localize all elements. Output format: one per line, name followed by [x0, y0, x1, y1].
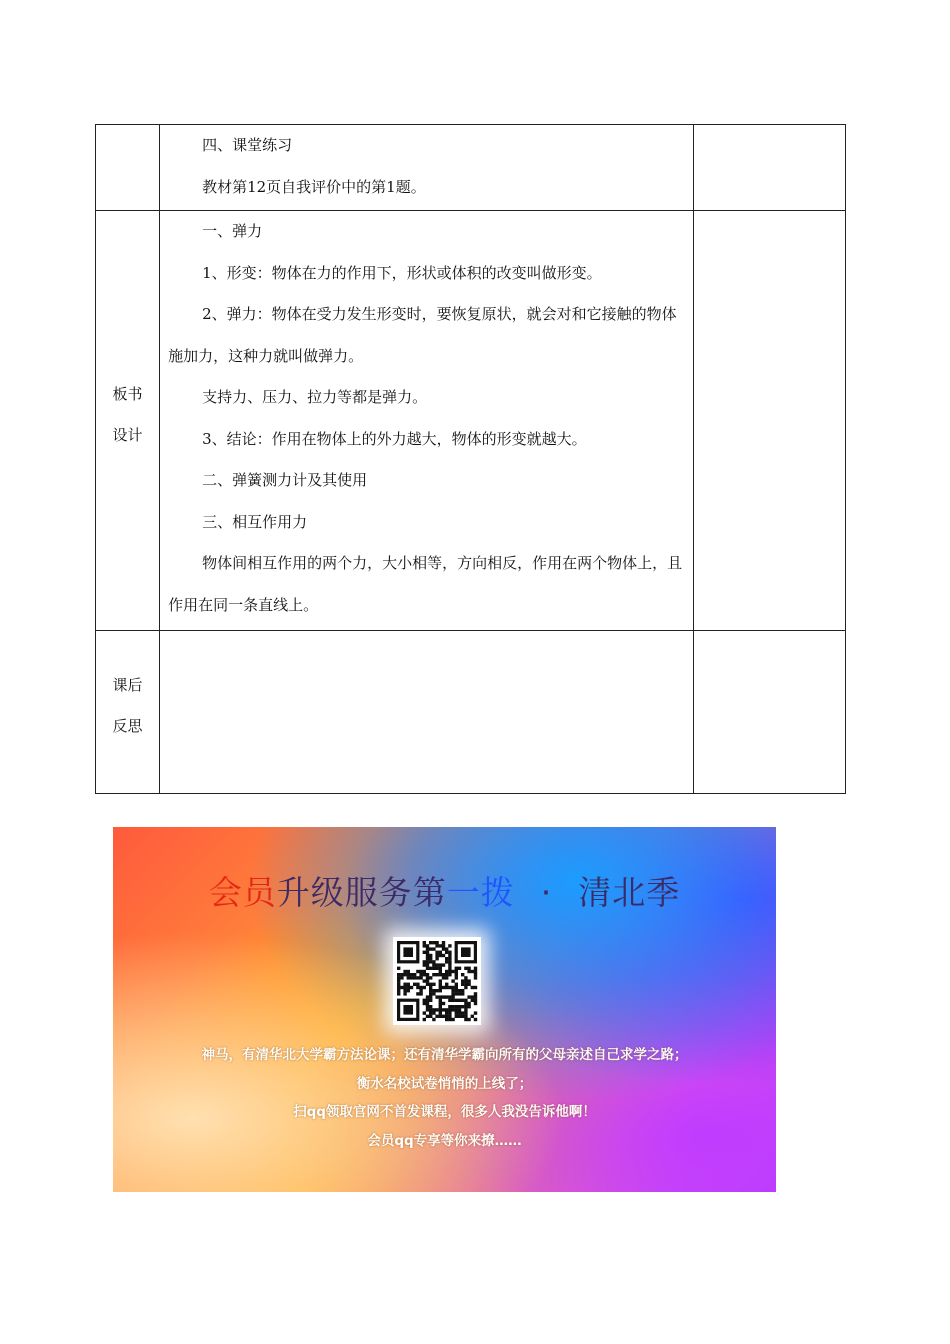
notes-cell	[693, 211, 845, 631]
qr-module	[448, 1018, 451, 1021]
qr-module	[407, 970, 410, 973]
qr-module	[435, 995, 438, 998]
banner-title	[113, 867, 776, 914]
qr-module	[451, 970, 454, 973]
qr-module	[471, 970, 474, 973]
qr-module	[416, 983, 419, 986]
qr-module	[419, 986, 422, 989]
qr-module	[429, 957, 432, 960]
qr-module	[426, 954, 429, 957]
qr-module	[458, 999, 461, 1002]
qr-module	[442, 954, 445, 957]
board-line: 支持力、压力、拉力等都是弹力。	[202, 388, 428, 406]
qr-module	[442, 941, 445, 944]
banner-line: 衡水名校试卷悄悄的上线了；	[356, 1075, 533, 1092]
row-label-empty	[96, 125, 160, 211]
qr-module	[471, 986, 474, 989]
qr-module	[455, 983, 458, 986]
banner-title-part: 升级服务第	[276, 873, 447, 912]
qr-module	[439, 1005, 442, 1008]
qr-module	[423, 941, 426, 944]
qr-module	[432, 963, 435, 966]
qr-module	[400, 973, 403, 976]
row-label-line2: 设计	[112, 426, 143, 444]
qr-module	[458, 1005, 461, 1008]
qr-module	[474, 999, 477, 1002]
qr-module	[426, 963, 429, 966]
qr-module	[464, 979, 467, 982]
qr-module	[455, 1008, 458, 1011]
qr-module	[432, 960, 435, 963]
qr-module	[419, 976, 422, 979]
qr-module	[439, 970, 442, 973]
board-line: 1、形变：物体在力的作用下，形状或体积的改变叫做形变。	[202, 263, 602, 282]
qr-module	[429, 947, 432, 950]
qr-module	[464, 1005, 467, 1008]
qr-module	[474, 995, 477, 998]
row-label-line1: 板书	[112, 385, 143, 403]
banner-title-part: 会员	[208, 873, 277, 912]
qr-module	[461, 999, 464, 1002]
qr-module	[461, 1011, 464, 1014]
section-heading: 四、课堂练习	[202, 136, 293, 154]
row-label-reflection	[96, 631, 160, 794]
qr-module	[464, 1011, 467, 1014]
qr-module	[439, 951, 442, 954]
banner-line: 会员qq专享等你来撩……	[367, 1132, 522, 1149]
qr-module	[464, 1008, 467, 1011]
qr-module	[435, 941, 438, 944]
qr-module	[464, 999, 467, 1002]
qr-module	[426, 979, 429, 982]
qr-module	[442, 947, 445, 950]
qr-module	[455, 976, 458, 979]
qr-module	[442, 986, 445, 989]
qr-module	[448, 970, 451, 973]
banner-line: 扫qq领取官网不首发课程，很多人我没告诉他啊！	[293, 1104, 596, 1120]
qr-module	[429, 1008, 432, 1011]
qr-module	[429, 1005, 432, 1008]
qr-module	[439, 989, 442, 992]
qr-module	[426, 967, 429, 970]
qr-module	[451, 992, 454, 995]
qr-module	[442, 1008, 445, 1011]
qr-module	[403, 992, 406, 995]
qr-module	[429, 995, 432, 998]
qr-module	[423, 970, 426, 973]
board-design-cell	[160, 211, 694, 631]
qr-module	[455, 967, 458, 970]
row-label-board-design	[96, 211, 160, 631]
qr-module	[442, 995, 445, 998]
qr-module	[407, 976, 410, 979]
qr-module	[445, 947, 448, 950]
qr-module	[423, 1002, 426, 1005]
qr-module	[451, 1005, 454, 1008]
qr-module	[423, 960, 426, 963]
qr-module	[458, 989, 461, 992]
qr-module	[397, 967, 400, 970]
qr-module	[445, 976, 448, 979]
qr-module	[426, 999, 429, 1002]
qr-module	[407, 983, 410, 986]
qr-module	[451, 1018, 454, 1021]
qr-module	[400, 976, 403, 979]
qr-module	[429, 989, 432, 992]
qr-module	[410, 986, 413, 989]
row-label-line2: 反思	[112, 717, 143, 735]
lesson-plan-table	[95, 124, 846, 794]
row-label-line1: 课后	[112, 676, 143, 694]
qr-module	[464, 1015, 467, 1018]
qr-module	[461, 1005, 464, 1008]
qr-module	[435, 973, 438, 976]
qr-module	[410, 973, 413, 976]
qr-module	[429, 992, 432, 995]
qr-module	[403, 970, 406, 973]
table-row	[96, 211, 846, 631]
qr-module	[474, 976, 477, 979]
qr-module	[467, 979, 470, 982]
qr-module	[429, 983, 432, 986]
qr-module	[397, 973, 400, 976]
qr-module	[439, 963, 442, 966]
qr-module	[435, 944, 438, 947]
qr-module	[445, 1018, 448, 1021]
qr-module	[426, 1005, 429, 1008]
qr-module	[474, 986, 477, 989]
qr-module	[448, 986, 451, 989]
qr-module	[455, 1005, 458, 1008]
qr-module	[467, 1018, 470, 1021]
qr-module	[397, 976, 400, 979]
qr-module	[458, 1015, 461, 1018]
qr-module	[474, 970, 477, 973]
qr-module	[474, 992, 477, 995]
qr-module	[403, 973, 406, 976]
qr-module	[464, 1018, 467, 1021]
qr-module	[429, 999, 432, 1002]
qr-module	[426, 1002, 429, 1005]
qr-module	[455, 1011, 458, 1014]
qr-module	[442, 1002, 445, 1005]
qr-module	[407, 973, 410, 976]
qr-module	[426, 944, 429, 947]
qr-module	[448, 960, 451, 963]
qr-module	[467, 1002, 470, 1005]
qr-module	[458, 1008, 461, 1011]
qr-module	[445, 995, 448, 998]
qr-module	[439, 995, 442, 998]
qr-module	[413, 983, 416, 986]
qr-module	[423, 963, 426, 966]
qr-module	[426, 951, 429, 954]
qr-module	[432, 1008, 435, 1011]
board-line: 2、弹力：物体在受力发生形变时，要恢复原状，就会对和它接触的物体施加力，这种力就叫做弹力。	[168, 305, 677, 365]
qr-module	[442, 1015, 445, 1018]
qr-module	[455, 1015, 458, 1018]
qr-module	[458, 992, 461, 995]
qr-module	[445, 957, 448, 960]
practice-text: 教材第12页自我评价中的第1题。	[202, 177, 426, 196]
qr-module	[445, 1015, 448, 1018]
banner-line: 神马，有清华北大学霸方法论课；还有清华学霸向所有的父母亲述自己求学之路；	[201, 1047, 688, 1063]
qr-module	[471, 995, 474, 998]
qr-module	[442, 973, 445, 976]
qr-module	[426, 947, 429, 950]
qr-module	[439, 967, 442, 970]
qr-module	[448, 1008, 451, 1011]
qr-module	[461, 973, 464, 976]
qr-module	[429, 954, 432, 957]
qr-module	[423, 973, 426, 976]
qr-module	[429, 941, 432, 944]
qr-module	[474, 1011, 477, 1014]
qr-module	[397, 983, 400, 986]
qr-module	[407, 986, 410, 989]
qr-module	[448, 967, 451, 970]
qr-module	[448, 999, 451, 1002]
qr-module	[464, 976, 467, 979]
qr-module	[410, 976, 413, 979]
classroom-practice-cell	[160, 125, 694, 211]
qr-module	[416, 976, 419, 979]
qr-module	[439, 1011, 442, 1014]
qr-module	[439, 983, 442, 986]
qr-module	[461, 983, 464, 986]
qr-module	[439, 979, 442, 982]
qr-module	[474, 967, 477, 970]
promo-banner[interactable]	[113, 827, 776, 1192]
qr-module	[439, 986, 442, 989]
notes-cell	[693, 631, 845, 794]
qr-module	[464, 986, 467, 989]
qr-module	[413, 973, 416, 976]
qr-module	[455, 999, 458, 1002]
qr-module	[432, 973, 435, 976]
qr-module	[445, 983, 448, 986]
qr-module	[448, 957, 451, 960]
qr-module	[397, 986, 400, 989]
qr-module	[426, 983, 429, 986]
qr-module	[423, 986, 426, 989]
qr-module	[445, 973, 448, 976]
qr-module	[416, 992, 419, 995]
qr-module	[442, 963, 445, 966]
qr-module	[439, 1002, 442, 1005]
qr-module	[439, 944, 442, 947]
qr-module	[413, 976, 416, 979]
qr-module	[455, 992, 458, 995]
qr-module	[423, 1018, 426, 1021]
qr-module	[464, 1002, 467, 1005]
qr-module	[416, 970, 419, 973]
qr-module	[471, 999, 474, 1002]
qr-code-graphic	[393, 937, 481, 1025]
qr-module	[419, 970, 422, 973]
board-line: 物体间相互作用的两个力，大小相等，方向相反，作用在两个物体上，且作用在同一条直线上。	[168, 554, 683, 614]
qr-module	[451, 1008, 454, 1011]
qr-module	[432, 989, 435, 992]
qr-module	[451, 989, 454, 992]
qr-module	[445, 951, 448, 954]
qr-module	[467, 1005, 470, 1008]
board-line: 3、结论：作用在物体上的外力越大，物体的形变就越大。	[202, 429, 587, 448]
qr-module	[442, 944, 445, 947]
qr-module	[429, 1011, 432, 1014]
qr-module	[432, 1018, 435, 1021]
qr-module	[455, 989, 458, 992]
qr-module	[442, 976, 445, 979]
qr-module	[403, 989, 406, 992]
qr-module	[400, 986, 403, 989]
qr-module	[451, 979, 454, 982]
qr-code-icon[interactable]	[393, 937, 481, 1025]
qr-module	[448, 1015, 451, 1018]
qr-module	[461, 1015, 464, 1018]
notes-cell	[693, 125, 845, 211]
qr-module	[458, 967, 461, 970]
qr-module	[423, 944, 426, 947]
qr-module	[403, 983, 406, 986]
qr-module	[474, 1018, 477, 1021]
qr-module	[439, 973, 442, 976]
qr-module	[435, 954, 438, 957]
qr-module	[432, 983, 435, 986]
qr-module	[439, 954, 442, 957]
qr-module	[423, 979, 426, 982]
qr-module	[439, 1015, 442, 1018]
qr-module	[432, 947, 435, 950]
qr-module	[419, 989, 422, 992]
qr-module	[432, 941, 435, 944]
qr-finder-square	[461, 947, 471, 957]
qr-module	[474, 1002, 477, 1005]
qr-module	[435, 1015, 438, 1018]
qr-module	[471, 1015, 474, 1018]
qr-module	[426, 1015, 429, 1018]
qr-module	[455, 986, 458, 989]
banner-title-part: 清北季	[578, 873, 681, 912]
qr-module	[429, 986, 432, 989]
qr-module	[423, 1011, 426, 1014]
qr-module	[435, 951, 438, 954]
qr-module	[435, 963, 438, 966]
qr-module	[397, 989, 400, 992]
section-heading: 一、弹力	[202, 222, 263, 240]
qr-module	[432, 1011, 435, 1014]
qr-module	[423, 999, 426, 1002]
qr-module	[458, 1011, 461, 1014]
qr-module	[439, 999, 442, 1002]
qr-finder-square	[403, 947, 413, 957]
qr-module	[448, 995, 451, 998]
qr-module	[435, 967, 438, 970]
qr-module	[448, 963, 451, 966]
table-row	[96, 125, 846, 211]
qr-module	[426, 960, 429, 963]
qr-module	[403, 986, 406, 989]
qr-module	[455, 973, 458, 976]
qr-module	[455, 970, 458, 973]
qr-module	[416, 986, 419, 989]
banner-text	[113, 1041, 776, 1155]
qr-module	[448, 944, 451, 947]
qr-module	[426, 973, 429, 976]
qr-module	[467, 967, 470, 970]
qr-module	[419, 973, 422, 976]
qr-module	[435, 1008, 438, 1011]
qr-module	[464, 983, 467, 986]
qr-module	[467, 983, 470, 986]
qr-module	[407, 989, 410, 992]
qr-module	[445, 960, 448, 963]
qr-module	[439, 1008, 442, 1011]
qr-module	[451, 986, 454, 989]
qr-module	[426, 957, 429, 960]
qr-module	[474, 973, 477, 976]
qr-module	[448, 954, 451, 957]
qr-module	[432, 967, 435, 970]
qr-module	[432, 992, 435, 995]
qr-module	[461, 979, 464, 982]
qr-module	[423, 951, 426, 954]
banner-title-dot: ·	[540, 873, 553, 912]
section-heading: 二、弹簧测力计及其使用	[202, 471, 368, 489]
table-row	[96, 631, 846, 794]
qr-module	[445, 1008, 448, 1011]
qr-module	[467, 970, 470, 973]
qr-module	[461, 989, 464, 992]
qr-module	[448, 1005, 451, 1008]
qr-module	[429, 960, 432, 963]
qr-module	[429, 1015, 432, 1018]
qr-module	[419, 992, 422, 995]
qr-module	[435, 989, 438, 992]
qr-module	[445, 1011, 448, 1014]
qr-module	[448, 1011, 451, 1014]
qr-module	[451, 995, 454, 998]
qr-module	[451, 999, 454, 1002]
qr-module	[429, 976, 432, 979]
qr-module	[429, 967, 432, 970]
reflection-cell	[160, 631, 694, 794]
qr-module	[448, 951, 451, 954]
qr-module	[435, 957, 438, 960]
qr-module	[426, 995, 429, 998]
qr-module	[397, 979, 400, 982]
qr-module	[445, 970, 448, 973]
qr-module	[464, 967, 467, 970]
qr-module	[461, 992, 464, 995]
section-heading: 三、相互作用力	[202, 512, 308, 531]
banner-title-part: 一拨	[446, 873, 515, 912]
qr-module	[426, 1008, 429, 1011]
qr-module	[445, 986, 448, 989]
qr-module	[397, 992, 400, 995]
qr-module	[467, 995, 470, 998]
qr-module	[448, 973, 451, 976]
qr-module	[426, 976, 429, 979]
qr-finder-square	[403, 1005, 413, 1015]
